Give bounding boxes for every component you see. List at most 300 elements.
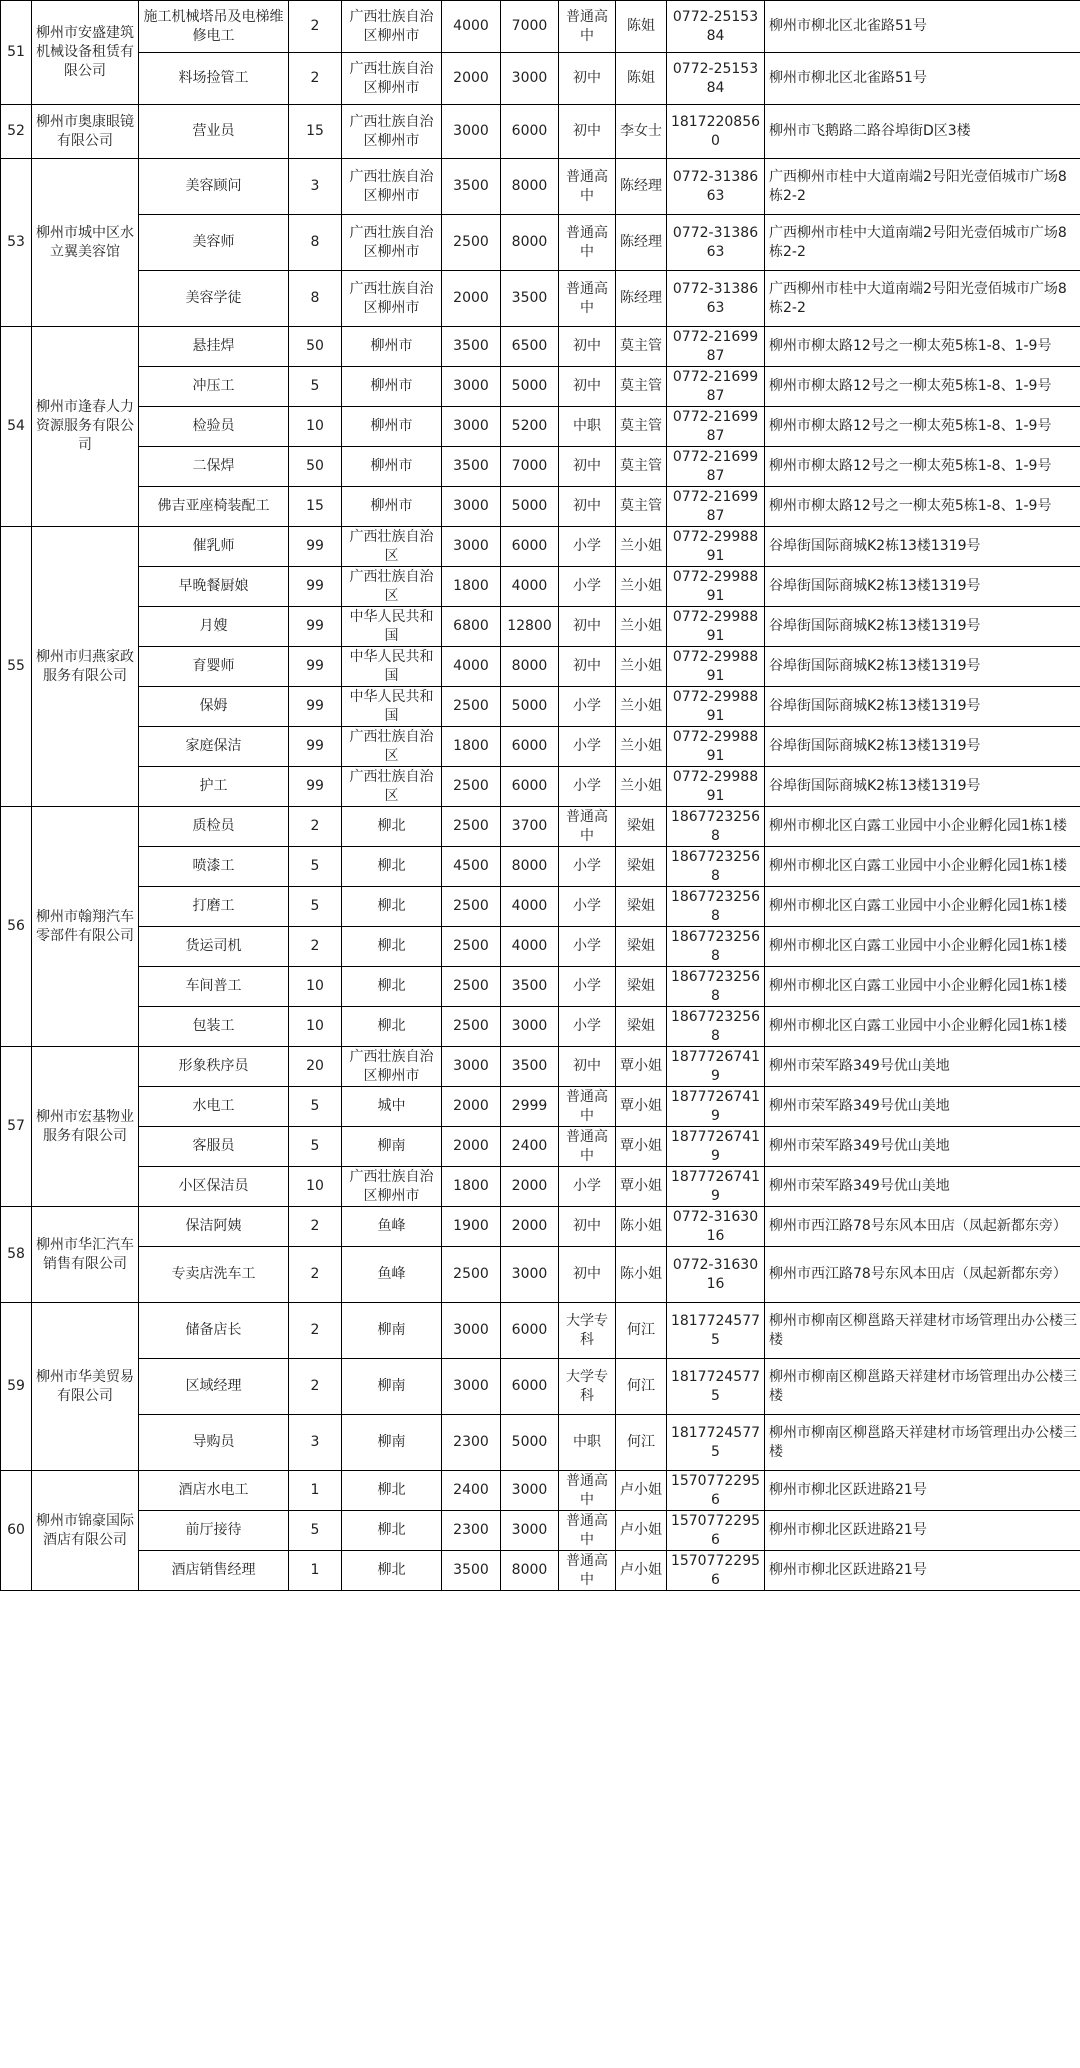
table-row [1,1127,1080,1167]
education: 普通高中 [559,159,616,215]
address: 柳州市柳北区白露工业园中小企业孵化园1栋1楼 [765,887,1080,927]
salary-max: 4000 [501,927,559,967]
phone: 18777267419 [667,1127,765,1167]
job-title: 护工 [139,767,289,807]
company-name: 柳州市归燕家政服务有限公司 [32,527,139,807]
phone: 18677232568 [667,807,765,847]
contact-person: 陈小姐 [616,1247,667,1303]
contact-person: 兰小姐 [616,687,667,727]
phone: 18777267419 [667,1087,765,1127]
job-title: 酒店销售经理 [139,1551,289,1591]
table-row [1,407,1080,447]
company-name: 柳州市锦豪国际酒店有限公司 [32,1471,139,1591]
work-location: 柳北 [342,1471,442,1511]
contact-person: 莫主管 [616,367,667,407]
headcount: 15 [289,487,342,527]
address: 谷埠街国际商城K2栋13楼1319号 [765,607,1080,647]
phone: 18777267419 [667,1167,765,1207]
headcount: 99 [289,567,342,607]
job-title: 包装工 [139,1007,289,1047]
contact-person: 陈小姐 [616,1207,667,1247]
phone: 0772-3163016 [667,1207,765,1247]
contact-person: 陈姐 [616,1,667,53]
table-row [1,607,1080,647]
job-title: 区域经理 [139,1359,289,1415]
table-row [1,367,1080,407]
address: 谷埠街国际商城K2栋13楼1319号 [765,567,1080,607]
job-title: 酒店水电工 [139,1471,289,1511]
education: 普通高中 [559,1511,616,1551]
contact-person: 兰小姐 [616,767,667,807]
job-title: 专卖店洗车工 [139,1247,289,1303]
address: 柳州市飞鹅路二路谷埠街D区3楼 [765,105,1080,159]
table-row [1,767,1080,807]
company-number: 51 [1,1,32,105]
phone: 0772-2169987 [667,447,765,487]
phone: 18777267419 [667,1047,765,1087]
contact-person: 卢小姐 [616,1511,667,1551]
company-number: 57 [1,1047,32,1207]
contact-person: 覃小姐 [616,1087,667,1127]
salary-max: 2000 [501,1207,559,1247]
job-title: 前厅接待 [139,1511,289,1551]
contact-person: 兰小姐 [616,607,667,647]
address: 广西柳州市桂中大道南端2号阳光壹佰城市广场8栋2-2 [765,159,1080,215]
job-title: 美容学徒 [139,271,289,327]
contact-person: 卢小姐 [616,1551,667,1591]
phone: 0772-2515384 [667,1,765,53]
education: 普通高中 [559,1127,616,1167]
headcount: 99 [289,687,342,727]
work-location: 鱼峰 [342,1247,442,1303]
address: 柳州市荣军路349号优山美地 [765,1087,1080,1127]
phone: 18177245775 [667,1303,765,1359]
salary-max: 4000 [501,567,559,607]
address: 广西柳州市桂中大道南端2号阳光壹佰城市广场8栋2-2 [765,271,1080,327]
headcount: 10 [289,1007,342,1047]
contact-person: 兰小姐 [616,567,667,607]
salary-min: 3000 [442,105,501,159]
company-name: 柳州市奥康眼镜有限公司 [32,105,139,159]
salary-max: 8000 [501,215,559,271]
contact-person: 陈经理 [616,271,667,327]
education: 普通高中 [559,271,616,327]
salary-max: 6000 [501,527,559,567]
salary-min: 2000 [442,53,501,105]
work-location: 柳北 [342,887,442,927]
phone: 18677232568 [667,1007,765,1047]
address: 柳州市西江路78号东风本田店（凤起新都东旁） [765,1207,1080,1247]
contact-person: 陈姐 [616,53,667,105]
job-title: 料场捡管工 [139,53,289,105]
company-number: 55 [1,527,32,807]
headcount: 2 [289,927,342,967]
phone: 15707722956 [667,1511,765,1551]
job-title: 月嫂 [139,607,289,647]
table-row [1,807,1080,847]
table-row [1,687,1080,727]
salary-min: 4500 [442,847,501,887]
job-title: 储备店长 [139,1303,289,1359]
education: 普通高中 [559,1,616,53]
phone: 18177245775 [667,1359,765,1415]
job-title: 二保焊 [139,447,289,487]
job-title: 施工机械塔吊及电梯维修电工 [139,1,289,53]
salary-min: 2000 [442,271,501,327]
headcount: 2 [289,1303,342,1359]
address: 柳州市柳太路12号之一柳太苑5栋1-8、1-9号 [765,327,1080,367]
salary-max: 5000 [501,367,559,407]
headcount: 8 [289,271,342,327]
work-location: 柳南 [342,1359,442,1415]
job-title: 家庭保洁 [139,727,289,767]
job-title: 美容师 [139,215,289,271]
table-row [1,327,1080,367]
salary-max: 3000 [501,1511,559,1551]
address: 柳州市柳南区柳邕路天祥建材市场管理出办公楼三楼 [765,1359,1080,1415]
salary-min: 2400 [442,1471,501,1511]
salary-max: 3700 [501,807,559,847]
work-location: 广西壮族自治区柳州市 [342,271,442,327]
job-title: 美容顾问 [139,159,289,215]
salary-max: 3500 [501,967,559,1007]
address: 谷埠街国际商城K2栋13楼1319号 [765,767,1080,807]
salary-min: 2500 [442,1247,501,1303]
work-location: 广西壮族自治区柳州市 [342,215,442,271]
salary-min: 3000 [442,407,501,447]
address: 柳州市柳太路12号之一柳太苑5栋1-8、1-9号 [765,447,1080,487]
contact-person: 覃小姐 [616,1127,667,1167]
salary-max: 5000 [501,1415,559,1471]
address: 谷埠街国际商城K2栋13楼1319号 [765,687,1080,727]
work-location: 柳州市 [342,407,442,447]
address: 柳州市柳北区跃进路21号 [765,1551,1080,1591]
headcount: 1 [289,1551,342,1591]
headcount: 2 [289,1359,342,1415]
salary-min: 1900 [442,1207,501,1247]
education: 小学 [559,567,616,607]
contact-person: 何江 [616,1303,667,1359]
education: 小学 [559,887,616,927]
job-title: 小区保洁员 [139,1167,289,1207]
headcount: 2 [289,1247,342,1303]
work-location: 中华人民共和国 [342,647,442,687]
education: 小学 [559,727,616,767]
company-name: 柳州市安盛建筑机械设备租赁有限公司 [32,1,139,105]
contact-person: 何江 [616,1415,667,1471]
education: 小学 [559,927,616,967]
work-location: 广西壮族自治区柳州市 [342,105,442,159]
salary-min: 3000 [442,527,501,567]
headcount: 99 [289,727,342,767]
address: 广西柳州市桂中大道南端2号阳光壹佰城市广场8栋2-2 [765,215,1080,271]
phone: 0772-2998891 [667,687,765,727]
phone: 0772-3138663 [667,159,765,215]
table-row [1,105,1080,159]
salary-max: 6000 [501,1303,559,1359]
headcount: 5 [289,847,342,887]
address: 柳州市柳北区白露工业园中小企业孵化园1栋1楼 [765,807,1080,847]
contact-person: 兰小姐 [616,527,667,567]
salary-min: 2500 [442,1007,501,1047]
table-row [1,567,1080,607]
work-location: 柳南 [342,1127,442,1167]
work-location: 柳北 [342,967,442,1007]
education: 初中 [559,367,616,407]
salary-min: 2000 [442,1127,501,1167]
address: 柳州市柳北区北雀路51号 [765,1,1080,53]
education: 初中 [559,1207,616,1247]
education: 普通高中 [559,215,616,271]
job-title: 喷漆工 [139,847,289,887]
salary-min: 2500 [442,687,501,727]
contact-person: 卢小姐 [616,1471,667,1511]
salary-max: 5000 [501,487,559,527]
salary-max: 3500 [501,1047,559,1087]
salary-min: 2300 [442,1415,501,1471]
headcount: 10 [289,1167,342,1207]
table-row [1,487,1080,527]
education: 小学 [559,1007,616,1047]
contact-person: 陈经理 [616,159,667,215]
table-row [1,1551,1080,1591]
salary-max: 8000 [501,847,559,887]
company-number: 54 [1,327,32,527]
work-location: 广西壮族自治区柳州市 [342,1167,442,1207]
education: 初中 [559,105,616,159]
salary-min: 3500 [442,1551,501,1591]
phone: 0772-2998891 [667,767,765,807]
table-row [1,1359,1080,1415]
contact-person: 莫主管 [616,327,667,367]
job-title: 导购员 [139,1415,289,1471]
salary-max: 3000 [501,1007,559,1047]
phone: 0772-3138663 [667,271,765,327]
address: 柳州市柳太路12号之一柳太苑5栋1-8、1-9号 [765,367,1080,407]
education: 大学专科 [559,1303,616,1359]
salary-max: 3500 [501,271,559,327]
work-location: 广西壮族自治区 [342,727,442,767]
job-title: 育婴师 [139,647,289,687]
headcount: 2 [289,1,342,53]
work-location: 柳北 [342,927,442,967]
job-title: 打磨工 [139,887,289,927]
phone: 0772-2169987 [667,327,765,367]
table-row [1,527,1080,567]
company-number: 60 [1,1471,32,1591]
phone: 15707722956 [667,1551,765,1591]
table-row [1,1087,1080,1127]
headcount: 50 [289,447,342,487]
education: 小学 [559,847,616,887]
education: 初中 [559,607,616,647]
table-row [1,647,1080,687]
table-row [1,887,1080,927]
salary-max: 4000 [501,887,559,927]
education: 初中 [559,327,616,367]
salary-min: 3500 [442,159,501,215]
salary-min: 3000 [442,1047,501,1087]
company-number: 52 [1,105,32,159]
phone: 0772-2169987 [667,487,765,527]
salary-min: 1800 [442,727,501,767]
table-row [1,1415,1080,1471]
company-name: 柳州市逢春人力资源服务有限公司 [32,327,139,527]
table-row [1,1511,1080,1551]
work-location: 柳州市 [342,487,442,527]
table-row [1,53,1080,105]
headcount: 50 [289,327,342,367]
address: 柳州市柳北区白露工业园中小企业孵化园1栋1楼 [765,967,1080,1007]
work-location: 柳北 [342,1511,442,1551]
headcount: 99 [289,767,342,807]
education: 普通高中 [559,1471,616,1511]
company-name: 柳州市华美贸易有限公司 [32,1303,139,1471]
salary-max: 8000 [501,1551,559,1591]
salary-max: 12800 [501,607,559,647]
salary-max: 3000 [501,1247,559,1303]
table-row [1,1047,1080,1087]
education: 普通高中 [559,1551,616,1591]
education: 中职 [559,1415,616,1471]
contact-person: 莫主管 [616,487,667,527]
salary-max: 3000 [501,53,559,105]
job-title: 水电工 [139,1087,289,1127]
education: 小学 [559,767,616,807]
headcount: 5 [289,367,342,407]
salary-min: 3000 [442,1359,501,1415]
headcount: 15 [289,105,342,159]
job-title: 佛吉亚座椅装配工 [139,487,289,527]
job-title: 检验员 [139,407,289,447]
salary-max: 3000 [501,1471,559,1511]
contact-person: 覃小姐 [616,1167,667,1207]
education: 小学 [559,967,616,1007]
address: 柳州市柳北区白露工业园中小企业孵化园1栋1楼 [765,927,1080,967]
education: 大学专科 [559,1359,616,1415]
salary-max: 7000 [501,447,559,487]
headcount: 99 [289,607,342,647]
address: 柳州市柳南区柳邕路天祥建材市场管理出办公楼三楼 [765,1303,1080,1359]
salary-max: 6500 [501,327,559,367]
address: 柳州市柳太路12号之一柳太苑5栋1-8、1-9号 [765,487,1080,527]
salary-max: 2999 [501,1087,559,1127]
salary-max: 5000 [501,687,559,727]
address: 柳州市柳太路12号之一柳太苑5栋1-8、1-9号 [765,407,1080,447]
job-title: 形象秩序员 [139,1047,289,1087]
job-title: 车间普工 [139,967,289,1007]
company-name: 柳州市城中区水立翼美容馆 [32,159,139,327]
salary-min: 6800 [442,607,501,647]
address: 柳州市柳北区白露工业园中小企业孵化园1栋1楼 [765,847,1080,887]
phone: 18177245775 [667,1415,765,1471]
job-title: 质检员 [139,807,289,847]
phone: 18172208560 [667,105,765,159]
headcount: 99 [289,527,342,567]
contact-person: 梁姐 [616,1007,667,1047]
address: 柳州市荣军路349号优山美地 [765,1127,1080,1167]
work-location: 广西壮族自治区 [342,567,442,607]
salary-min: 2500 [442,927,501,967]
phone: 15707722956 [667,1471,765,1511]
contact-person: 梁姐 [616,807,667,847]
salary-max: 6000 [501,767,559,807]
work-location: 中华人民共和国 [342,607,442,647]
contact-person: 覃小姐 [616,1047,667,1087]
phone: 0772-3163016 [667,1247,765,1303]
table-row [1,1007,1080,1047]
work-location: 柳南 [342,1415,442,1471]
headcount: 1 [289,1471,342,1511]
work-location: 柳州市 [342,367,442,407]
contact-person: 莫主管 [616,407,667,447]
contact-person: 李女士 [616,105,667,159]
job-title: 营业员 [139,105,289,159]
salary-min: 2000 [442,1087,501,1127]
address: 柳州市西江路78号东风本田店（凤起新都东旁） [765,1247,1080,1303]
headcount: 2 [289,807,342,847]
job-title: 催乳师 [139,527,289,567]
phone: 0772-2998891 [667,527,765,567]
work-location: 柳北 [342,847,442,887]
address: 柳州市柳南区柳邕路天祥建材市场管理出办公楼三楼 [765,1415,1080,1471]
address: 柳州市柳北区白露工业园中小企业孵化园1栋1楼 [765,1007,1080,1047]
headcount: 20 [289,1047,342,1087]
salary-min: 3500 [442,327,501,367]
table-row [1,727,1080,767]
work-location: 柳州市 [342,447,442,487]
salary-max: 6000 [501,727,559,767]
company-number: 53 [1,159,32,327]
company-name: 柳州市宏基物业服务有限公司 [32,1047,139,1207]
phone: 18677232568 [667,847,765,887]
headcount: 99 [289,647,342,687]
salary-max: 8000 [501,647,559,687]
salary-min: 2500 [442,887,501,927]
job-title: 客服员 [139,1127,289,1167]
phone: 18677232568 [667,967,765,1007]
salary-min: 1800 [442,1167,501,1207]
education: 中职 [559,407,616,447]
education: 小学 [559,687,616,727]
headcount: 2 [289,1207,342,1247]
headcount: 3 [289,1415,342,1471]
phone: 0772-2515384 [667,53,765,105]
table-row [1,927,1080,967]
work-location: 柳北 [342,807,442,847]
salary-min: 3000 [442,1303,501,1359]
work-location: 中华人民共和国 [342,687,442,727]
address: 柳州市荣军路349号优山美地 [765,1167,1080,1207]
table-row [1,159,1080,215]
phone: 0772-2998891 [667,727,765,767]
salary-min: 1800 [442,567,501,607]
headcount: 5 [289,1087,342,1127]
headcount: 5 [289,1127,342,1167]
salary-min: 4000 [442,1,501,53]
salary-min: 2500 [442,807,501,847]
education: 初中 [559,447,616,487]
job-title: 保洁阿姨 [139,1207,289,1247]
education: 初中 [559,1047,616,1087]
salary-max: 6000 [501,105,559,159]
salary-min: 3000 [442,367,501,407]
work-location: 广西壮族自治区柳州市 [342,53,442,105]
table-row [1,447,1080,487]
education: 初中 [559,647,616,687]
phone: 18677232568 [667,927,765,967]
headcount: 10 [289,407,342,447]
